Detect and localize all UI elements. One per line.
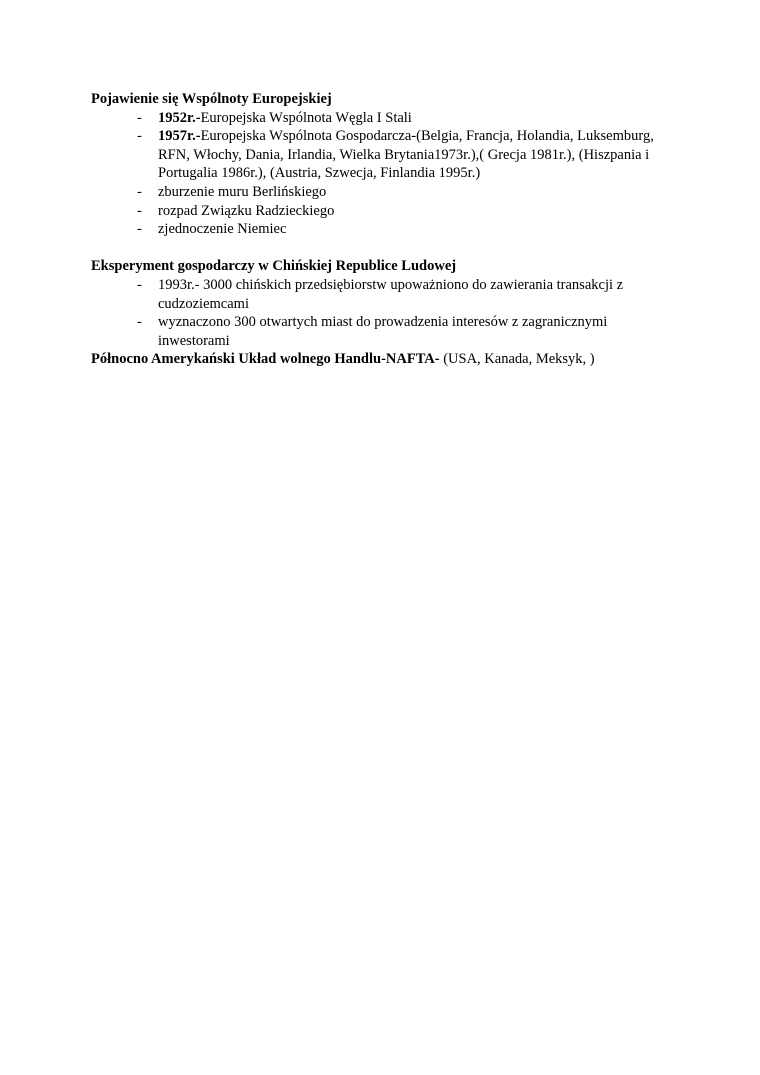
list-item — [91, 276, 671, 313]
list-item — [91, 183, 671, 202]
item-text: zburzenie muru Berlińskiego — [158, 183, 327, 200]
bullet-dash: - — [137, 314, 142, 331]
nafta-members: (USA, Kanada, Meksyk, ) — [439, 351, 595, 368]
bullet-dash: - — [137, 109, 142, 126]
item-text: Europejska Wspólnota Węgla I Stali — [200, 109, 412, 126]
european-community-list — [91, 109, 671, 239]
list-item — [91, 109, 671, 128]
item-text: 1993r.- 3000 chińskich przedsiębiorstw upoważniono do zawierania transakcji z cudzoziemcami — [158, 276, 624, 312]
item-text: Europejska Wspólnota Gospodarcza-(Belgia, Francja, Holandia, Luksemburg, RFN, Włochy, Dania, Irlandia, Wielka Brytania1973r.),( Grecja 1981r.), (Hiszpania i Portugalia 1986r.), (Austria, Szwecja, Finlandia 1995r.) — [158, 128, 654, 182]
item-year-label: 1957r.- — [158, 128, 201, 145]
bullet-dash: - — [137, 202, 142, 219]
list-item — [91, 127, 671, 183]
section-heading-china-experiment: Eksperyment gospodarczy w Chińskiej Republice Ludowej — [91, 258, 457, 275]
document-body — [91, 90, 671, 369]
paragraph-spacer — [91, 239, 671, 258]
item-text: wyznaczono 300 otwartych miast do prowadzenia interesów z zagranicznymi inwestorami — [158, 314, 608, 349]
list-item — [91, 202, 671, 221]
nafta-paragraph — [91, 350, 671, 369]
list-item — [91, 220, 671, 239]
section-heading-nafta: Północno Amerykański Układ wolnego Handlu-NAFTA- — [91, 351, 440, 368]
bullet-dash: - — [137, 128, 142, 145]
bullet-dash: - — [137, 183, 142, 200]
item-year-label: 1952r.- — [158, 109, 201, 126]
china-experiment-list — [91, 276, 671, 350]
bullet-dash: - — [137, 276, 142, 293]
list-item — [91, 313, 671, 350]
section-heading-european-community: Pojawienie się Wspólnoty Europejskiej — [91, 91, 332, 107]
item-text: zjednoczenie Niemiec — [158, 221, 287, 238]
item-text: rozpad Związku Radzieckiego — [158, 202, 335, 219]
bullet-dash: - — [137, 221, 142, 238]
